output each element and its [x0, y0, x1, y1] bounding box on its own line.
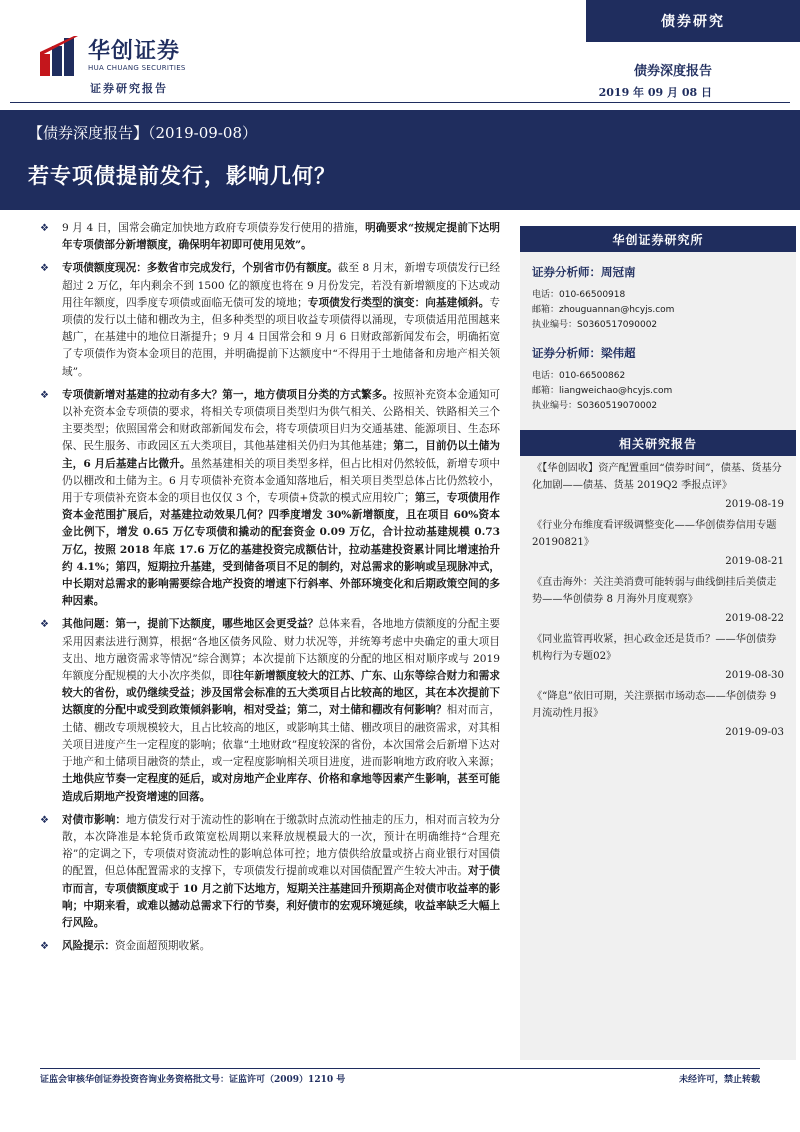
body-text: 地方债发行对于流动性的影响在于缴款时点流动性抽走的压力，相对而言较为分散，本次降准是本轮货币政策宽松周期以来释放规模最大的一次，预计在明确维持“合理充裕”的定调之下，专项债对资流动性的影响总体可控；地方债供给放量或挤占商业银行对国债的配置，但总体配置需求的支撑下，专项债发行提前或难以对国债配置产生较大冲击。	[62, 813, 501, 878]
summary-bullet	[40, 616, 500, 805]
logo-mark-icon	[40, 36, 82, 78]
summary-bullet	[40, 220, 500, 254]
analyst-email[interactable]: 邮箱：liangweichao@hcyjs.com	[532, 386, 673, 396]
related-report-title[interactable]: 《行业分布维度看评级调整变化——华创债券信用专题 20190821》	[532, 520, 777, 548]
body-text: 相对而言，土储、棚改专项规模较大，且占比较高的地区，或影响其土储、棚改项目的融资需求，对其相关项目进度产生一定程度的影响；依靠“土地财政”程度较深的省份，本次国常会后新增下达对于地产和土储项目融资的禁止，或一定程度影响相关项目进度，进而影响地方政府收入来源；	[62, 704, 501, 769]
bold-text: 专项债额度现况：多数省市完成发行，个别省市仍有额度。	[62, 262, 338, 275]
bold-text: 专项债发行类型的演变：向基建倾斜。	[307, 296, 490, 309]
footer-divider	[40, 1068, 760, 1069]
bold-text: 对于债市而言，专项债额度或于 10 月之前下达地方，短期关注基建回升预期高企对债市收益率的影响；中期来看，或难以撼动总需求下行的节奏，利好债市的宏观环境延续，收益率缺乏大幅上行风险。	[62, 865, 501, 929]
related-reports-list	[520, 460, 796, 741]
body-text: 按照补充资本金通知可以补充资本金专项债的要求，将相关专项债项目类型归为供气相关、公路相关、铁路相关三个主要类型；依照国常会和财政部新闻发布会，将专项债项目归为交通基建、能源项目、生态环保、民生服务、市政园区五大类项目，其他基建相关仍归为其他基建；	[62, 388, 501, 453]
body-text: 9 月 4 日，国常会确定加快地方政府专项债券发行使用的措施，	[62, 222, 366, 234]
logo-en-text: HUA CHUANG SECURITIES	[88, 64, 186, 72]
summary-bullet	[40, 260, 500, 380]
bullet-diamond-icon: ❖	[40, 619, 49, 631]
analyst-block-2	[520, 345, 796, 414]
analyst-email[interactable]: 邮箱：zhouguannan@hcyjs.com	[532, 305, 675, 315]
analyst-name: 证券分析师：梁伟超	[532, 346, 636, 360]
body-text: 专项债的发行以土储和棚改为主，但多种类型的项目收益专项债得以涌现，专项债适用范围越来越广，在基建中的地位日渐提升；9 月 4 日国常会和 9 月 6 日财政部新闻发布会，明确拓宽了专项债作为资本金项目的范围，并明确提前下达额度中“不得用于土地储备和房地产相关领域”。	[62, 296, 501, 378]
bold-text: 往年新增额度较大的江苏、广东、山东等综合财力和需求较大的省份，或仍继续受益；涉及国常会标准的五大类项目占比较高的地区，其在本次提前下达额度的分配中或受到政策倾斜影响，相对受益；第二，对土储和棚改有何影响？	[62, 670, 501, 717]
related-report-title[interactable]: 《“降息”依旧可期，关注票据市场动态——华创债券 9 月流动性月报》	[532, 691, 777, 719]
institute-header: 华创证券研究所	[520, 226, 796, 252]
bold-text: 明确要求“按规定提前下达明年专项债部分新增额度，确保明年初即可使用见效”。	[62, 222, 500, 252]
report-type: 债券深度报告	[633, 64, 712, 79]
bold-text: 专项债新增对基建的拉动有多大？第一，地方债项目分类的方式繁多。	[62, 388, 394, 401]
related-report-date: 2019-08-21	[725, 556, 784, 567]
related-report-title[interactable]: 《同业监管再收紧，担心政金还是货币？——华创债券机构行为专题02》	[532, 634, 777, 662]
title-band	[0, 110, 800, 210]
bold-text: 第二，目前仍以土储为主，6 月后基建占比微升。	[62, 440, 501, 470]
summary-bullet	[40, 387, 500, 611]
analyst-name: 证券分析师：周冠南	[532, 265, 636, 279]
bold-text: 第三，专项债用作资本金范围扩展后，对基建拉动效果几何？四季度增发 30%新增额度，且在项目 60%资本金比例下，增发 0.65 万亿专项债和撬动的配套资金 0.09 万亿，合计拉动基建规模 0.73 万亿，按照 2018 年底 17.6 万亿的基建投资完成额估计，拉动基建投资累计同比增速抬升约 4.1%；第四，短期拉升基建，受到储备项目不足的制约，对总需求的影响或呈现脉冲式，中长期对总需求的影响需要综合地产投资的增速下行斜率、外部环境变化和后期政策空间的多种因素。	[62, 492, 500, 608]
bold-text: 对债市影响：	[62, 813, 127, 826]
related-reports-header: 相关研究报告	[520, 430, 796, 456]
logo-cn-text: 华创证券	[88, 39, 181, 64]
title-prefix: 【债券深度报告】（2019-09-08）	[28, 124, 257, 142]
body-text: 资金面超预期收紧。	[114, 940, 211, 953]
related-report-date: 2019-08-30	[725, 670, 784, 681]
bold-text: 风险提示：	[62, 940, 115, 953]
analyst-license: 执业编号：S0360517090002	[532, 320, 658, 330]
bold-text: 其他问题：第一，提前下达额度，哪些地区会更受益？	[62, 618, 319, 631]
related-report-date: 2019-08-22	[725, 613, 784, 624]
bullet-diamond-icon: ❖	[40, 941, 49, 953]
analyst-phone: 电话：010-66500862	[532, 371, 626, 381]
body-text: 虽然基建相关的项目类型多样，但占比相对仍然较低，新增专项中仍以棚改和土储为主。6 月专项债补充资本金通知落地后，相关项目类型总体占比仍然较小，用于专项债补充资本金的项目也仅仅 3 个，专项债+贷款的模式应用较广；	[62, 457, 500, 505]
related-report-date: 2019-08-19	[725, 499, 784, 510]
bullet-diamond-icon: ❖	[40, 814, 49, 826]
summary-bullet	[40, 812, 500, 932]
body-text: 总体来看，各地地方债额度的分配主要采用因素法进行测算，根据“各地区债务风险、财力状况等，并统筹考虑中央确定的重大项目支出、地方融资需求等情况”综合测算；本次提前下达额度的分配的地区相对顺序或与 2019 年额度分配规模的大小次序类似，即	[62, 618, 501, 683]
summary-bullet	[40, 938, 500, 955]
footer-license: 证监会审核华创证券投资咨询业务资格批文号：证监许可（2009）1210 号	[40, 1075, 346, 1085]
related-report-date: 2019-09-03	[725, 727, 784, 738]
footer-copyright: 未经许可，禁止转载	[678, 1075, 760, 1085]
related-report-title[interactable]: 《【华创固收】资产配置重回“债券时间”，债基、货基分化加剧——债基、货基 2019Q2 季报点评》	[532, 463, 782, 491]
analyst-block-1	[520, 264, 796, 333]
bullet-diamond-icon: ❖	[40, 263, 49, 275]
bullet-diamond-icon: ❖	[40, 389, 49, 401]
page-title: 若专项债提前发行，影响几何？	[28, 163, 336, 188]
section-tag: 债券研究	[586, 0, 800, 42]
report-summary	[40, 220, 500, 961]
bold-text: 土地供应节奏一定程度的延后，或对房地产企业库存、价格和拿地等因素产生影响，甚至可能造成后期地产投资增速的回落。	[62, 773, 500, 803]
header-divider	[10, 102, 790, 103]
analyst-phone: 电话：010-66500918	[532, 290, 626, 300]
report-category-label: 证券研究报告	[90, 82, 168, 95]
sidebar	[520, 226, 796, 1060]
bullet-diamond-icon: ❖	[40, 223, 49, 234]
analyst-license: 执业编号：S0360519070002	[532, 401, 658, 411]
body-text: 截至 8 月末，新增专项债发行已经超过 2 万亿，年内剩余不到 1500 亿的额度也将在 9 月份发完，若没有新增额度的下达或动用往年额度，四季度专项债或面临无债可发的境地；	[62, 262, 500, 309]
related-report-title[interactable]: 《直击海外：关注美消费可能转弱与曲线倒挂后美债走势——华创债券 8 月海外月度观察》	[532, 577, 777, 605]
report-date: 2019 年 09 月 08 日	[598, 86, 712, 99]
